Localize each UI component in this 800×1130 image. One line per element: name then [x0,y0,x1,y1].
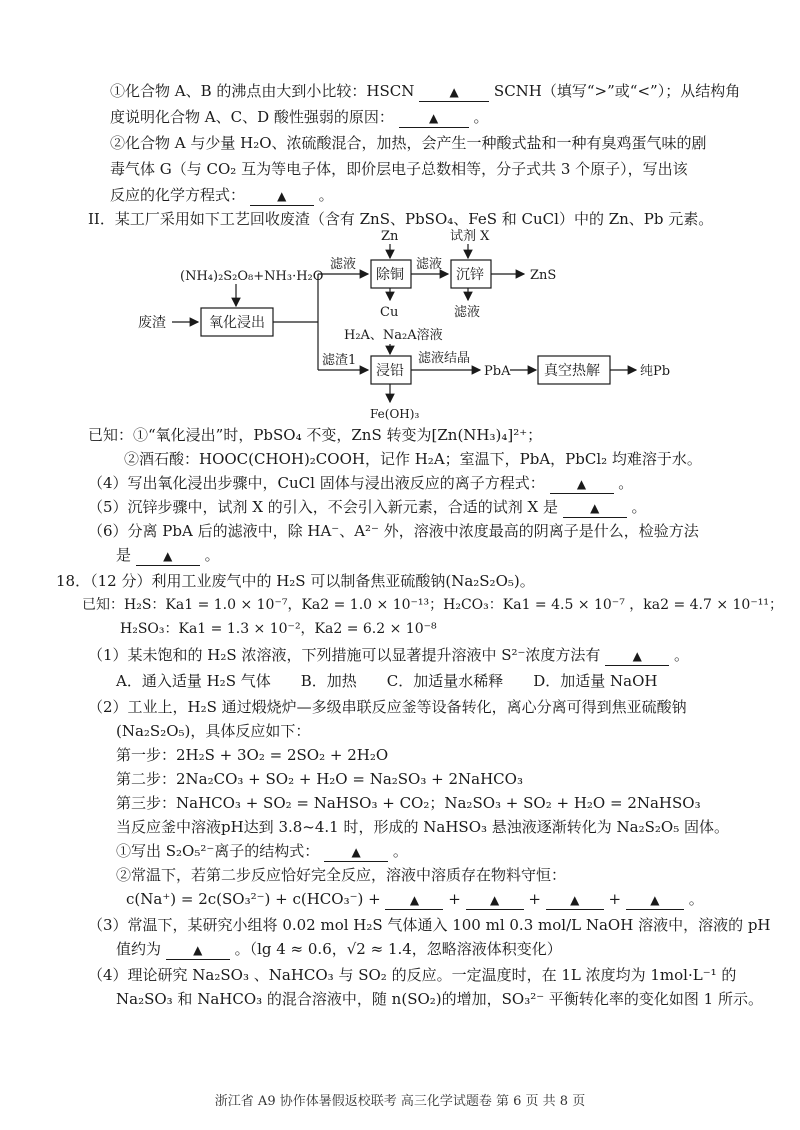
q18-s2-line2: (Na₂S₂O₅)，具体反应如下： [116,722,311,740]
q1-line3: ②化合物 A 与少量 H₂O、浓硫酸混合，加热，会产生一种酸式盐和一种有臭鸡蛋气味的剧 [110,134,707,152]
ph-line: 当反应釜中溶液pH达到 3.8~4.1 时，形成的 NaHSO₃ 悬浊液逐渐转化为 Na₂S₂O₅ 固体。 [116,818,729,836]
filtrate3-label: 滤液 [454,305,481,320]
q18-known1: 已知：H₂S：Ka1 = 1.0 × 10⁻⁷，Ka2 = 1.0 × 10⁻¹³；H₂CO₃：Ka1 = 4.5 × 10⁻⁷ ，ka2 = 4.7 × 10⁻¹¹； [82,597,783,613]
answer-blank[interactable]: ▲ [136,546,200,566]
page-footer: 浙江省 A9 协作体暑假返校联考 高三化学试题卷 第 6 页 共 8 页 [214,1094,586,1109]
crystallize-label: 滤液结晶 [418,351,471,366]
answer-blank[interactable]: ▲ [626,890,684,910]
answer-blank[interactable]: ▲ [550,474,614,494]
q18-s4-line1: （4）理论研究 Na₂SO₃ 、NaHCO₃ 与 SO₂ 的反应。一定温度时，在 1L 浓度均为 1mol·L⁻¹ 的 [88,966,737,984]
process-flowchart [0,226,800,426]
q18-known2: H₂SO₃：Ka1 = 1.3 × 10⁻²，Ka2 = 6.2 × 10⁻⁸ [120,621,437,637]
known-2: ②酒石酸：HOOC(CHOH)₂COOH，记作 H₂A；室温下，PbA，PbCl₂ 均难溶于水。 [124,450,702,468]
q1-line2: 度说明化合物 A、C、D 酸性强弱的原因： ▲ 。 [110,108,489,126]
cu-label: Cu [380,305,399,320]
reagent-x-label: 试剂 X [450,229,490,244]
q18-title: 18．（12 分）利用工业废气中的 H₂S 可以制备焦亚硫酸钠(Na₂S₂O₅)。 [56,572,535,590]
q18-s3-line2: 值约为 ▲ 。（lg 4 ≈ 0.6，√2 ≈ 1.4，忽略溶液体积变化） [116,940,562,958]
q18-s3-line1: （3）常温下，某研究小组将 0.02 mol H₂S 气体通入 100 ml 0.3 mol/L NaOH 溶液中，溶液的 pH [88,916,771,934]
pure-pb-label: 纯Pb [640,364,671,379]
filtrate-label: 滤液 [330,257,357,272]
q18-s1-options: A．通入适量 H₂S 气体 B．加热 C．加适量水稀释 D．加适量 NaOH [116,672,658,690]
mass-balance-equation: c(Na⁺) = 2c(SO₃²⁻) + c(HCO₃⁻) + ▲ + ▲ + ▲ + ▲ 。 [126,890,704,908]
q4-line: （4）写出氧化浸出步骤中，CuCl 固体与浸出液反应的离子方程式： ▲ 。 [88,474,634,492]
sub1-line: ①写出 S₂O₅²⁻离子的结构式： ▲ 。 [116,842,408,860]
sub2-line: ②常温下，若第二步反应恰好完全反应，溶液中溶质存在物料守恒： [116,866,567,884]
pba-label: PbA [484,364,511,379]
h2a-label: H₂A、Na₂A溶液 [344,328,443,343]
q6-line2: 是 ▲ 。 [116,546,220,564]
answer-blank[interactable]: ▲ [419,82,489,102]
q1-line4: 毒气体 G（与 CO₂ 互为等电子体，即价层电子总数相等，分子式共 3 个原子），写出该 [110,160,688,178]
q5-line: （5）沉锌步骤中，试剂 X 的引入，不会引入新元素，合适的试剂 X 是 ▲ 。 [88,498,647,516]
part2-intro: II．某工厂采用如下工艺回收废渣（含有 ZnS、PbSO₄、FeS 和 CuCl）中的 Zn、Pb 元素。 [88,210,714,228]
answer-blank[interactable]: ▲ [605,646,669,666]
zn-label: Zn [381,229,399,244]
filtrate2-label: 滤液 [416,257,443,272]
answer-blank[interactable]: ▲ [166,940,230,960]
step3: 第三步：NaHCO₃ + SO₂ = NaHSO₃ + CO₂；Na₂SO₃ + SO₂ + H₂O = 2NaHSO₃ [116,794,701,812]
answer-blank[interactable]: ▲ [250,186,314,206]
q18-s2-line1: （2）工业上，H₂S 通过煅烧炉—多级串联反应釜等设备转化，离心分离可得到焦亚硫酸钠 [88,698,687,716]
answer-blank[interactable]: ▲ [385,890,443,910]
waste-label: 废渣 [138,315,166,331]
vacuum-pyrolysis-box: 真空热解 [544,363,600,379]
step1: 第一步：2H₂S + 3O₂ = 2SO₂ + 2H₂O [116,746,389,764]
q1-line5: 反应的化学方程式： ▲ 。 [110,186,334,204]
answer-blank[interactable]: ▲ [546,890,604,910]
remove-cu-box: 除铜 [376,267,404,283]
oxidize-leach-box: 氧化浸出 [209,315,265,331]
residue1-label: 滤渣1 [322,353,357,368]
q1-line1: ①化合物 A、B 的沸点由大到小比较：HSCN ▲ SCNH（填写“>”或“<”）；从结构角 [110,82,741,100]
step2: 第二步：2Na₂CO₃ + SO₂ + H₂O = Na₂SO₃ + 2NaHCO₃ [116,770,523,788]
answer-blank[interactable]: ▲ [324,842,388,862]
feoh3-label: Fe(OH)₃ [370,407,420,421]
leach-pb-box: 浸铅 [376,363,404,379]
q18-s4-line2: Na₂SO₃ 和 NaHCO₃ 的混合溶液中，随 n(SO₂)的增加，SO₃²⁻ 平衡转化率的变化如图 1 所示。 [116,990,763,1008]
reagent-top-label: (NH₄)₂S₂O₈+NH₃·H₂O [180,269,324,284]
known-1: 已知：①“氧化浸出”时，PbSO₄ 不变，ZnS 转变为[Zn(NH₃)₄]²⁺； [88,426,543,444]
answer-blank[interactable]: ▲ [563,498,627,518]
answer-blank[interactable]: ▲ [466,890,524,910]
q18-s1: （1）某未饱和的 H₂S 浓溶液，下列措施可以显著提升溶液中 S²⁻浓度方法有 ▲ 。 [88,646,690,664]
q6-line1: （6）分离 PbA 后的滤液中，除 HA⁻、A²⁻ 外，溶液中浓度最高的阴离子是什么，检验方法 [88,522,699,540]
answer-blank[interactable]: ▲ [399,108,469,128]
precip-zn-box: 沉锌 [456,267,484,283]
zns-label: ZnS [530,268,557,283]
